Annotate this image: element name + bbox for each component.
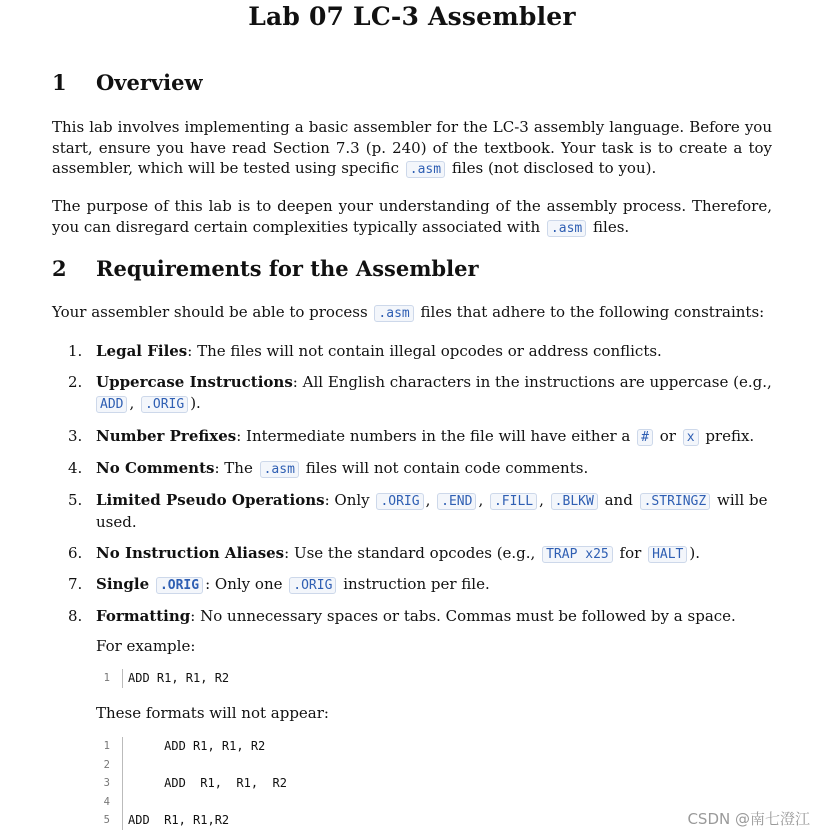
- inline-code: HALT: [648, 546, 687, 563]
- inline-code: ADD: [96, 396, 127, 413]
- section-title: Requirements for the Assembler: [96, 256, 479, 281]
- bad-format-label: These formats will not appear:: [96, 704, 329, 722]
- code-line: 1 ADD R1, R1, R2: [96, 737, 772, 756]
- overview-paragraph-1: This lab involves implementing a basic assembler for the LC-3 assembly language. Before you start, ensure you have read Section 7.3 (p. 240) of the textbook. Your task is to create a toy assembler, which will be tested using specific .asm files (not disclosed to you).: [52, 118, 772, 177]
- inline-code: TRAP x25: [542, 546, 613, 563]
- inline-code: .ORIG: [141, 396, 188, 413]
- inline-code: #: [637, 429, 653, 446]
- inline-code: x: [683, 429, 699, 446]
- code-line: 1 ADD R1, R1, R2: [96, 669, 772, 688]
- inline-code: .asm: [374, 305, 413, 322]
- code-listing-bad: [96, 737, 772, 830]
- inline-code: .END: [437, 493, 476, 510]
- inline-code: .ORIG: [289, 577, 336, 594]
- section-number: 1: [52, 70, 67, 95]
- inline-code: .STRINGZ: [640, 493, 711, 510]
- code-line: 2: [96, 756, 772, 775]
- inline-code: .asm: [406, 161, 445, 178]
- code-listing-example: [96, 669, 772, 688]
- code-line: 3 ADD R1, R1, R2: [96, 774, 772, 793]
- section-title: Overview: [96, 70, 203, 95]
- section-1-heading: [52, 70, 203, 95]
- inline-code: .ORIG: [156, 577, 203, 594]
- inline-code: .BLKW: [551, 493, 598, 510]
- example-label: For example:: [96, 637, 196, 655]
- overview-paragraph-2: The purpose of this lab is to deepen your understanding of the assembly process. Therefore, you can disregard certain complexities typically associated with .asm files.: [52, 197, 772, 236]
- code-line: 4: [96, 793, 772, 812]
- inline-code: .asm: [547, 220, 586, 237]
- watermark: CSDN @南七澄江: [687, 810, 810, 828]
- inline-code: .asm: [260, 461, 299, 478]
- section-number: 2: [52, 256, 67, 281]
- requirements-intro: Your assembler should be able to process .asm files that adhere to the following constraints:: [52, 303, 765, 321]
- code-line: 5 ADD R1, R1,R2: [96, 811, 772, 830]
- document-title: Lab 07 LC-3 Assembler: [248, 2, 576, 31]
- inline-code: .ORIG: [376, 493, 423, 510]
- section-2-heading: [52, 256, 479, 281]
- inline-code: .FILL: [490, 493, 537, 510]
